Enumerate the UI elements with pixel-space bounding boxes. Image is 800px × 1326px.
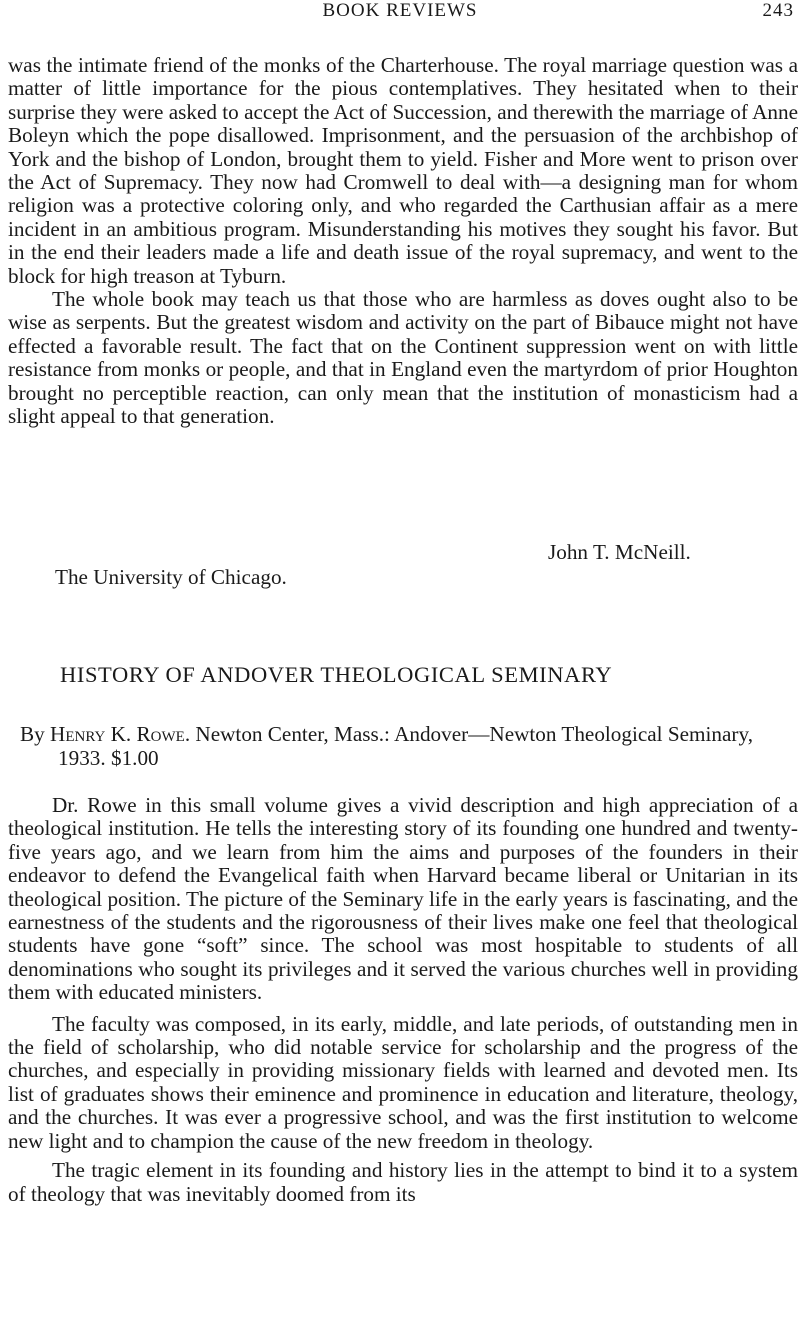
page-number: 243 bbox=[762, 0, 794, 21]
citation-author: Henry K. Rowe. bbox=[50, 722, 191, 746]
citation-by: By bbox=[20, 722, 45, 746]
paragraph: Dr. Rowe in this small volume gives a vivid description and high appreciation of a theological institution. He tells the interesting story of its founding one hundred and twenty-five years ago, and we learn from him the aims and purposes of the founders in their endeavor to defend the Evangelical faith when Harvard became liberal or Unitarian in its theological position. The picture of the Seminary life in the early years is fascinating, and the earnestness of the students and the rigorousness of their lives make one feel that theological students have gone “soft” since. The school was most hospitable to students of all denominations who sought its privileges and it served the various churches well in providing them with educated ministers. bbox=[8, 793, 798, 1005]
review-body-1 bbox=[8, 54, 798, 429]
running-head bbox=[0, 0, 800, 28]
section-title: HISTORY OF ANDOVER THEOLOGICAL SEMINARY bbox=[60, 662, 613, 687]
book-citation bbox=[20, 722, 798, 770]
running-title: BOOK REVIEWS bbox=[322, 0, 478, 21]
review-body-2 bbox=[8, 794, 798, 1206]
reviewer-affiliation: The University of Chicago. bbox=[55, 565, 287, 589]
paragraph: was the intimate friend of the monks of the Charterhouse. The royal marriage question was a matter of little importance for the pious contemplatives. They hesitated when to their surprise they were asked to accept the Act of Succession, and therewith the marriage of Anne Boleyn which the pope disallowed. Imprisonment, and the persuasion of the archbishop of York and the bishop of London, brought them to yield. Fisher and More went to prison over the Act of Supremacy. They now had Cromwell to deal with—a designing man for whom religion was a protective coloring only, and who regarded the Carthusian affair as a mere incident in an ambitious program. Misunderstanding his motives they sought his favor. But in the end their leaders made a life and death issue of the royal supremacy, and went to the block for high treason at Tyburn. bbox=[8, 53, 798, 288]
reviewer-signature: John T. McNeill. bbox=[548, 540, 691, 564]
paragraph: The whole book may teach us that those who are harmless as doves ought also to be wise as serpents. But the greatest wisdom and activity on the part of Bibauce might not have effected a favorable result. The fact that on the Continent suppression went on with little resistance from monks or people, and that in England even the martyrdom of prior Houghton brought no perceptible reaction, can only mean that the institution of monasticism had a slight appeal to that generation. bbox=[8, 287, 798, 429]
paragraph: The faculty was composed, in its early, middle, and late periods, of outstanding men in the field of scholarship, who did notable service for scholarship and the progress of the churches, and especially in providing missionary fields with learned and devoted men. Its list of graduates shows their eminence and prominence in education and literature, theology, and the churches. It was ever a progressive school, and was the first institution to welcome new light and to champion the cause of the new freedom in theology. bbox=[8, 1011, 798, 1153]
paragraph: The tragic element in its founding and history lies in the attempt to bind it to a system of theology that was inevitably doomed from its bbox=[8, 1158, 798, 1206]
citation-details: Newton Center, Mass.: Andover—Newton Theological Seminary, 1933. $1.00 bbox=[58, 722, 753, 770]
